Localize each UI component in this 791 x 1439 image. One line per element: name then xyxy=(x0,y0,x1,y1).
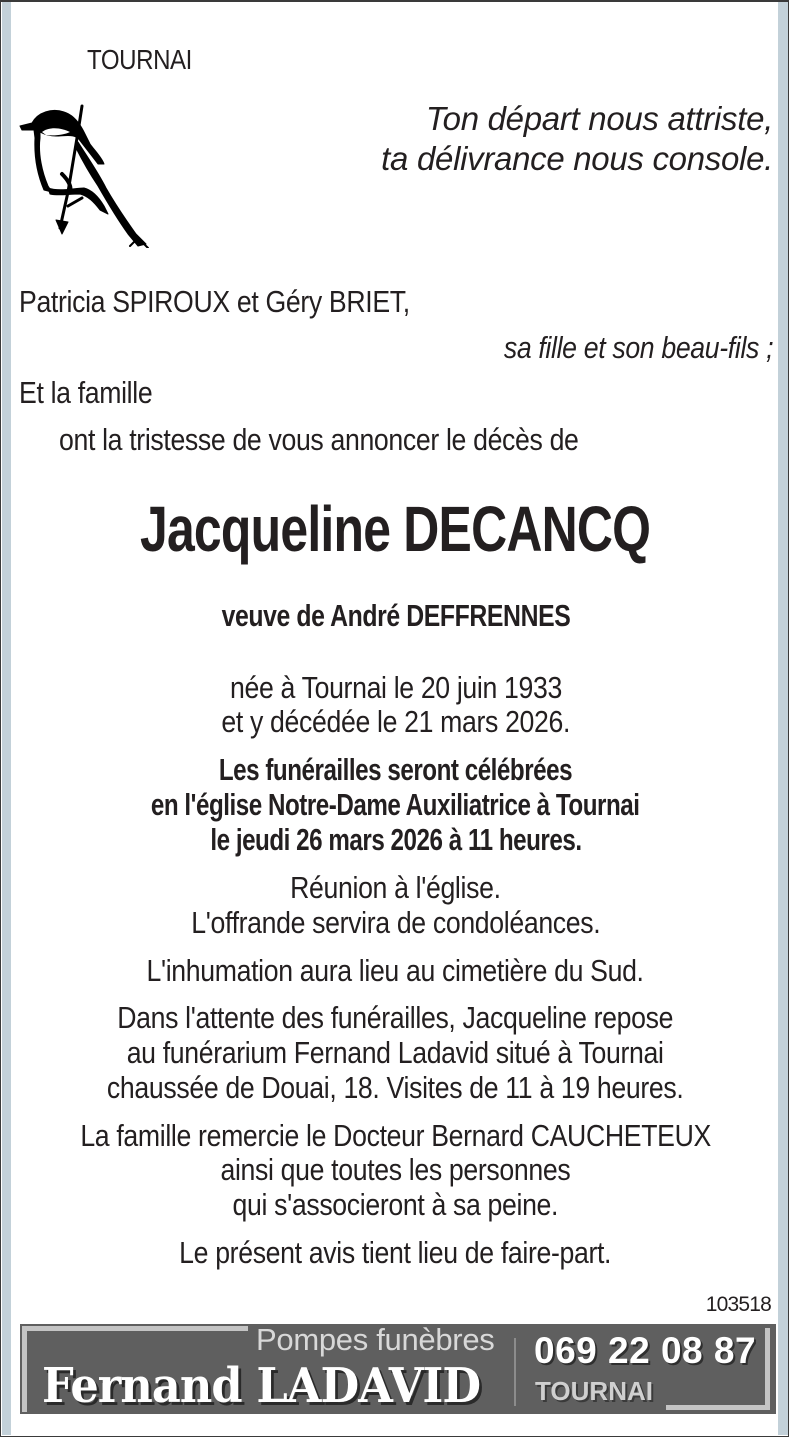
quote-line-1: Ton départ nous attriste, xyxy=(425,100,773,137)
funeral-line-1-text: Les funérailles seront célébrées xyxy=(218,752,573,787)
funeral-line-2 xyxy=(0,787,791,823)
family-relation-text: sa fille et son beau-fils ; xyxy=(503,330,773,365)
rest-line-1 xyxy=(0,1000,791,1036)
rest-line-3 xyxy=(0,1070,791,1106)
bird-icon xyxy=(18,102,158,248)
funeral-line-1 xyxy=(0,752,791,788)
city-label: TOURNAI xyxy=(87,44,192,75)
family-others-text: Et la famille xyxy=(19,375,153,410)
rest-line-3-text: chaussée de Douai, 18. Visites de 11 à 19 heures. xyxy=(107,1070,684,1105)
deceased-name-text: Jacqueline DECANCQ xyxy=(140,493,651,565)
announcement xyxy=(59,422,663,458)
offering-line xyxy=(0,905,791,941)
funeral-line-3-text: le jeudi 26 mars 2026 à 11 heures. xyxy=(209,822,582,857)
family-names-text: Patricia SPIROUX et Géry BRIET, xyxy=(19,284,410,319)
deceased-name xyxy=(0,492,791,566)
thanks-line-2 xyxy=(0,1152,791,1188)
rest-line-2 xyxy=(0,1035,791,1071)
death-line-text: et y décédée le 21 mars 2026. xyxy=(221,704,570,739)
banner-highlight-right xyxy=(765,1328,770,1410)
quote-line-2: ta délivrance nous console. xyxy=(381,140,773,177)
banner-highlight-left xyxy=(22,1326,27,1412)
family-others xyxy=(19,375,174,411)
banner-company-name: Fernand LADAVID xyxy=(42,1358,481,1414)
announcement-text: ont la tristesse de vous annoncer le décès de xyxy=(59,422,579,457)
notice-line xyxy=(0,1235,791,1271)
banner-highlight-top xyxy=(22,1326,248,1331)
birth-line xyxy=(0,670,791,706)
offering-text: L'offrande servira de condoléances. xyxy=(190,905,601,940)
rest-line-2-text: au funérarium Fernand Ladavid situé à Tournai xyxy=(127,1035,664,1070)
reference-number: 103518 xyxy=(705,1293,771,1316)
meeting-text: Réunion à l'église. xyxy=(290,870,501,905)
notice-text: Le présent avis tient lieu de faire-part. xyxy=(179,1235,612,1270)
thanks-line-2-text: ainsi que toutes les personnes xyxy=(220,1152,571,1187)
birth-line-text: née à Tournai le 20 juin 1933 xyxy=(229,670,562,705)
banner-city: TOURNAI xyxy=(535,1376,653,1406)
burial-text: L'inhumation aura lieu au cimetière du Sud. xyxy=(146,953,645,988)
burial-line xyxy=(0,953,791,989)
widow-of-text: veuve de André DEFFRENNES xyxy=(221,598,570,633)
banner-highlight-bottom xyxy=(666,1405,770,1410)
banner-subtitle: Pompes funèbres xyxy=(256,1322,495,1357)
meeting-line xyxy=(0,870,791,906)
banner-phone: 069 22 08 87 xyxy=(534,1330,757,1371)
rest-line-1-text: Dans l'attente des funérailles, Jacqueline repose xyxy=(117,1000,674,1035)
thanks-line-3 xyxy=(0,1187,791,1223)
funeral-line-2-text: en l'église Notre-Dame Auxiliatrice à Tournai xyxy=(151,787,640,822)
family-relation xyxy=(460,330,773,366)
thanks-line-1 xyxy=(0,1118,791,1154)
banner-divider xyxy=(514,1338,516,1406)
thanks-line-3-text: qui s'associeront à sa peine. xyxy=(232,1187,559,1222)
thanks-line-1-text: La famille remercie le Docteur Bernard CAUCHETEUX xyxy=(80,1118,711,1153)
funeral-line-3 xyxy=(0,822,791,858)
family-names xyxy=(19,284,473,320)
widow-of xyxy=(0,598,791,634)
funeral-home-banner xyxy=(20,1324,776,1414)
death-line xyxy=(0,704,791,740)
